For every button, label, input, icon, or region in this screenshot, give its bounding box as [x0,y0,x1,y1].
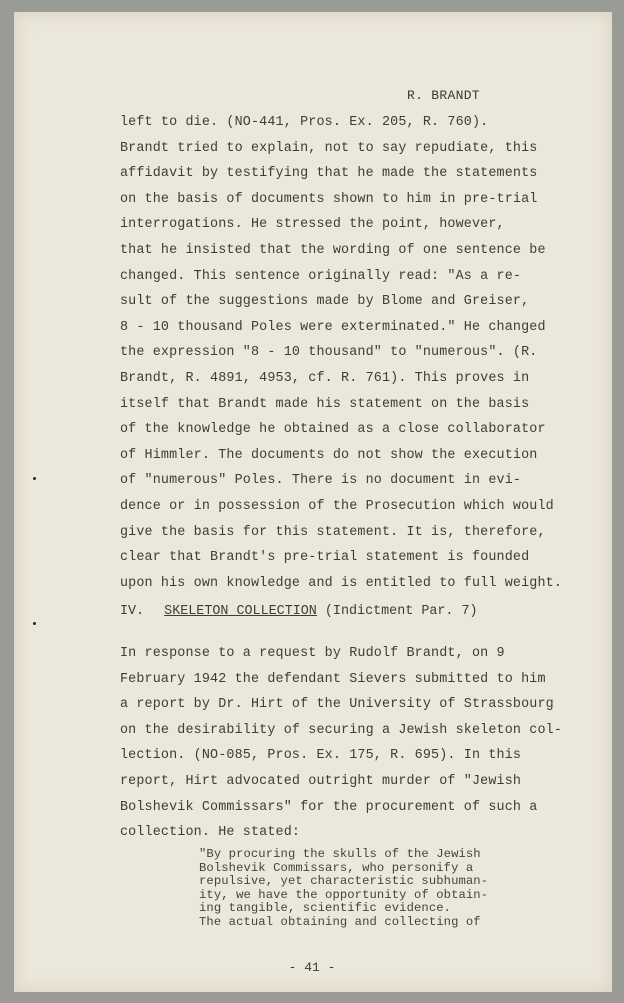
section-title: SKELETON COLLECTION [164,604,317,619]
text-line: lection. (NO-085, Pros. Ex. 175, R. 695). In this [120,748,522,764]
text-line: of "numerous" Poles. There is no document in evi- [120,473,522,489]
text-line: on the basis of documents shown to him in pre-trial [120,191,538,207]
text-line: affidavit by testifying that he made the statements [120,166,538,182]
text-line: of the knowledge he obtained as a close collaborator [120,422,546,438]
margin-mark [33,622,36,625]
text-line: on the desirability of securing a Jewish skeleton col- [120,722,563,738]
text-line: In response to a request by Rudolf Brandt, on 9 [120,646,505,661]
text-line: clear that Brandt's pre-trial statement is founded [120,550,530,566]
quote-line: ing tangible, scientific evidence. [199,901,452,916]
text-line: itself that Brandt made his statement on the basis [120,396,530,412]
quote-line: ity, we have the opportunity of obtain- [199,887,489,902]
quote-line: "By procuring the skulls of the Jewish [199,847,481,861]
text-line: changed. This sentence originally read: "As a re- [120,268,522,284]
quote-line: Bolshevik Commissars, who personify a [199,860,474,875]
margin-mark [33,477,36,480]
quote-line: The actual obtaining and collecting of [199,915,481,929]
text-line: the expression "8 - 10 thousand" to "numerous". (R. [120,345,538,361]
text-line: dence or in possession of the Prosecution which would [120,499,554,514]
text-line: that he insisted that the wording of one sentence be [120,243,546,258]
section-reference: (Indictment Par. 7) [324,604,478,619]
text-line: give the basis for this statement. It is, therefore, [120,524,546,540]
text-line: upon his own knowledge and is entitled to full weight. [120,575,563,591]
text-line: collection. He stated: [120,825,301,841]
text-line: Bolshevik Commissars" for the procurement of such a [120,799,538,815]
text-line: Brandt tried to explain, not to say repudiate, this [120,140,538,156]
text-line: 8 - 10 thousand Poles were exterminated." He changed [120,319,546,335]
page-number: - 41 - [288,960,336,975]
text-line: Brandt, R. 4891, 4953, cf. R. 761). This proves in [120,371,530,386]
text-line: a report by Dr. Hirt of the University of Strassbourg [120,697,554,713]
text-line: report, Hirt advocated outright murder of "Jewish [120,774,522,789]
text-line: left to die. (NO-441, Pros. Ex. 205, R. 760). [120,115,489,130]
text-line: sult of the suggestions made by Blome and Greiser, [120,294,530,310]
running-head: R. BRANDT [407,88,480,103]
quote-line: repulsive, yet characteristic subhuman- [199,874,489,889]
text-line: interrogations. He stressed the point, however, [120,217,505,233]
text-line: of Himmler. The documents do not show the execution [120,447,538,463]
section-number: IV. [120,604,145,619]
section-heading [120,604,478,619]
text-line: February 1942 the defendant Sievers submitted to him [120,671,546,687]
